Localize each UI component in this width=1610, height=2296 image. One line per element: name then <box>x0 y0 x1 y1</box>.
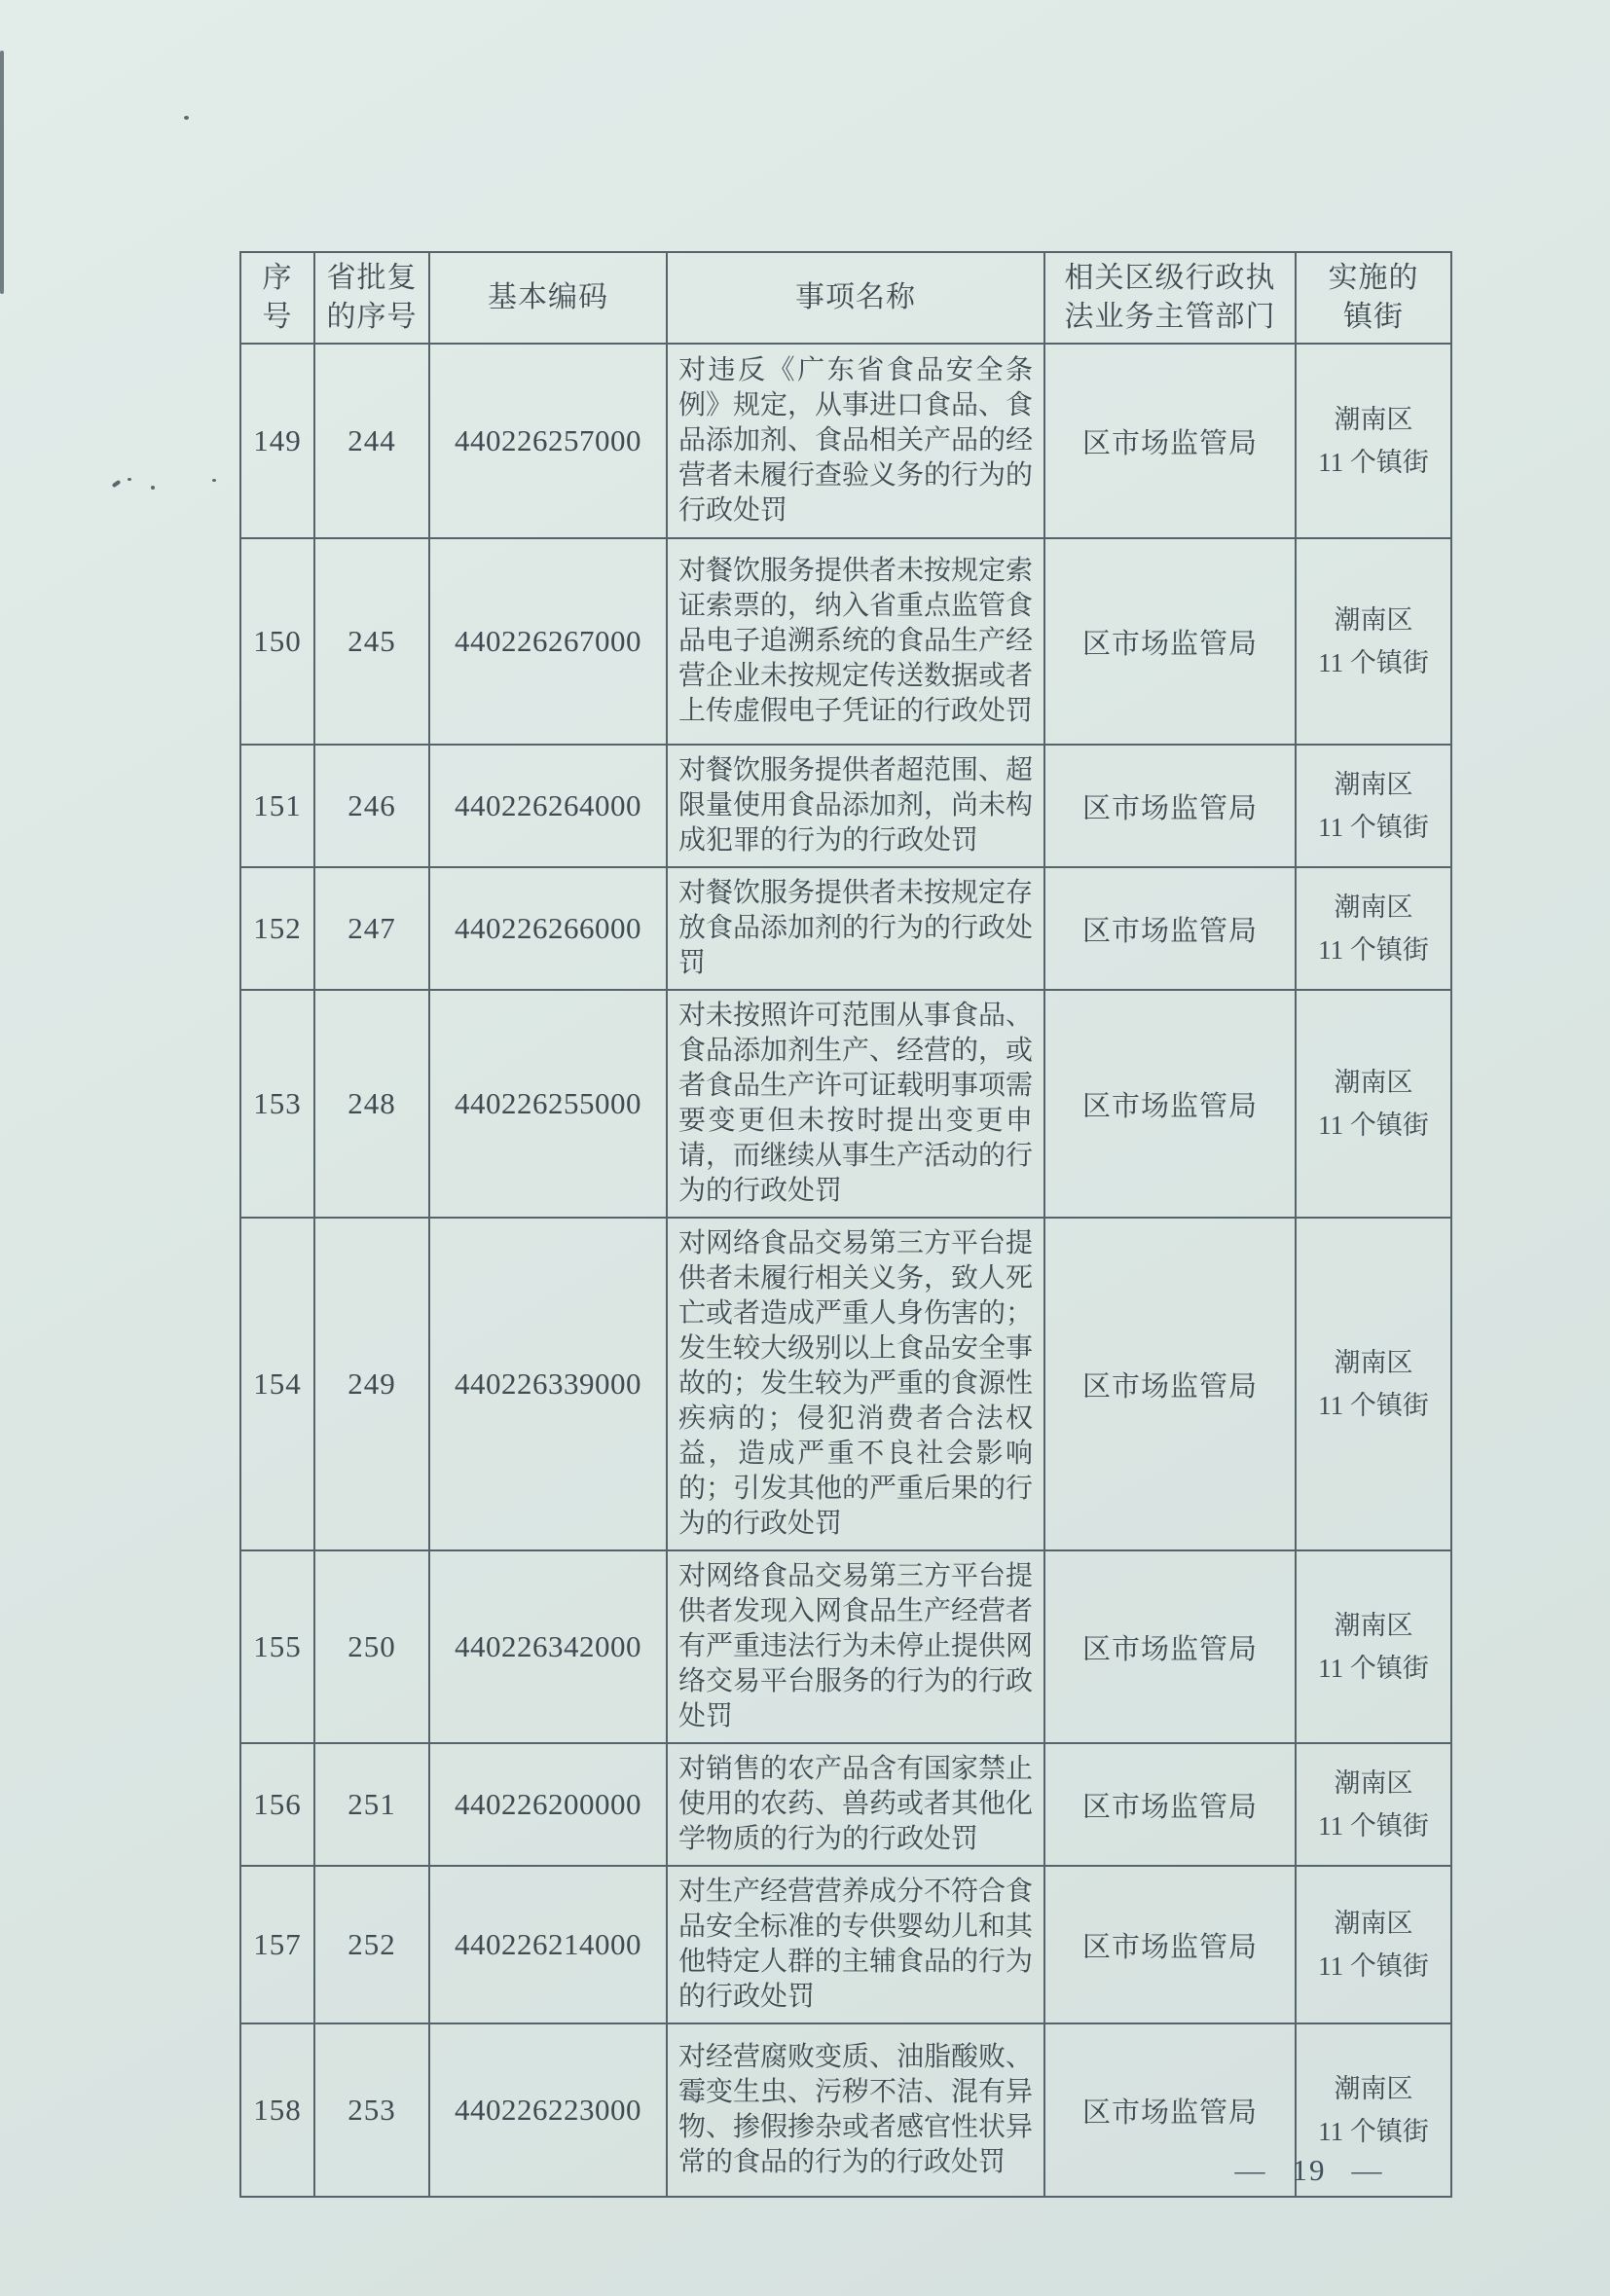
cell-department: 区市场监管局 <box>1044 344 1296 538</box>
cell-item-name: 对网络食品交易第三方平台提供者未履行相关义务，致人死亡或者造成严重人身伤害的；发生较大级别以上食品安全事故的；发生较为严重的食源性疾病的；侵犯消费者合法权益，造成严重不良社会影响的；引发其他的严重后果的行为的行政处罚 <box>667 1218 1044 1550</box>
town-district: 潮南区 <box>1334 605 1413 635</box>
cell-basic-code: 440226257000 <box>429 344 667 538</box>
cell-towns <box>1296 344 1451 538</box>
table-row <box>240 867 1451 990</box>
header-department <box>1044 252 1296 344</box>
town-district: 潮南区 <box>1334 1068 1413 1097</box>
cell-province-serial: 246 <box>314 745 429 867</box>
town-count: 11 个镇街 <box>1318 448 1429 477</box>
header-province-serial-label: 省批复的序号 <box>326 262 418 333</box>
page-number <box>1158 2153 1460 2188</box>
table-header-row <box>240 252 1451 344</box>
cell-item-name: 对餐饮服务提供者未按规定存放食品添加剂的行为的行政处罚 <box>667 867 1044 990</box>
cell-province-serial: 244 <box>314 344 429 538</box>
cell-province-serial: 249 <box>314 1218 429 1550</box>
town-count: 11 个镇街 <box>1318 1654 1429 1683</box>
cell-serial-number: 155 <box>240 1550 314 1743</box>
cell-province-serial: 252 <box>314 1866 429 2023</box>
cell-basic-code: 440226264000 <box>429 745 667 867</box>
town-count: 11 个镇街 <box>1318 1391 1429 1420</box>
table-row <box>240 990 1451 1218</box>
town-count: 11 个镇街 <box>1318 1951 1429 1981</box>
cell-serial-number: 154 <box>240 1218 314 1550</box>
cell-towns <box>1296 867 1451 990</box>
table-row <box>240 745 1451 867</box>
cell-towns <box>1296 1743 1451 1866</box>
cell-item-name: 对餐饮服务提供者未按规定索证索票的，纳入省重点监管食品电子追溯系统的食品生产经营企业未按规定传送数据或者上传虚假电子凭证的行政处罚 <box>667 538 1044 745</box>
town-district: 潮南区 <box>1334 893 1413 922</box>
page-number-left-dash: — <box>1234 2153 1267 2187</box>
town-count: 11 个镇街 <box>1318 1111 1429 1140</box>
cell-department: 区市场监管局 <box>1044 2023 1296 2197</box>
town-count: 11 个镇街 <box>1318 648 1429 677</box>
page-number-value: 19 <box>1292 2153 1327 2187</box>
cell-basic-code: 440226214000 <box>429 1866 667 2023</box>
cell-item-name: 对餐饮服务提供者超范围、超限量使用食品添加剂，尚未构成犯罪的行为的行政处罚 <box>667 745 1044 867</box>
cell-department: 区市场监管局 <box>1044 1218 1296 1550</box>
cell-item-name: 对网络食品交易第三方平台提供者发现入网食品生产经营者有严重违法行为未停止提供网络交易平台服务的行为的行政处罚 <box>667 1550 1044 1743</box>
approval-items-table <box>239 251 1452 2198</box>
table-row <box>240 1743 1451 1866</box>
scan-speck <box>112 480 122 488</box>
cell-serial-number: 157 <box>240 1866 314 2023</box>
cell-basic-code: 440226342000 <box>429 1550 667 1743</box>
table-row <box>240 538 1451 745</box>
cell-item-name: 对销售的农产品含有国家禁止使用的农药、兽药或者其他化学物质的行为的行政处罚 <box>667 1743 1044 1866</box>
cell-province-serial: 247 <box>314 867 429 990</box>
cell-basic-code: 440226267000 <box>429 538 667 745</box>
cell-department: 区市场监管局 <box>1044 538 1296 745</box>
town-district: 潮南区 <box>1334 1348 1413 1377</box>
cell-serial-number: 150 <box>240 538 314 745</box>
cell-serial-number: 156 <box>240 1743 314 1866</box>
cell-province-serial: 251 <box>314 1743 429 1866</box>
cell-basic-code: 440226255000 <box>429 990 667 1218</box>
cell-department: 区市场监管局 <box>1044 867 1296 990</box>
scan-speck <box>128 478 131 481</box>
scan-speck <box>184 116 189 120</box>
table-row <box>240 1866 1451 2023</box>
header-department-label: 相关区级行政执法业务主管部门 <box>1064 262 1276 333</box>
cell-item-name: 对未按照许可范围从事食品、食品添加剂生产、经营的，或者食品生产许可证载明事项需要变更但未按时提出变更申请，而继续从事生产活动的行为的行政处罚 <box>667 990 1044 1218</box>
scan-edge-streak <box>0 51 4 294</box>
town-count: 11 个镇街 <box>1318 2117 1429 2146</box>
cell-towns <box>1296 1866 1451 2023</box>
table-row <box>240 344 1451 538</box>
scan-speck <box>151 486 155 490</box>
cell-towns <box>1296 745 1451 867</box>
cell-department: 区市场监管局 <box>1044 745 1296 867</box>
table-row <box>240 1218 1451 1550</box>
town-district: 潮南区 <box>1334 1768 1413 1798</box>
town-count: 11 个镇街 <box>1318 935 1429 965</box>
town-district: 潮南区 <box>1334 1611 1413 1640</box>
town-district: 潮南区 <box>1334 1909 1413 1938</box>
town-district: 潮南区 <box>1334 2074 1413 2103</box>
cell-towns <box>1296 1218 1451 1550</box>
header-towns <box>1296 252 1451 344</box>
page-number-right-dash: — <box>1351 2153 1384 2187</box>
header-serial-number: 序号 <box>240 252 314 344</box>
cell-basic-code: 440226223000 <box>429 2023 667 2197</box>
cell-towns <box>1296 990 1451 1218</box>
cell-department: 区市场监管局 <box>1044 990 1296 1218</box>
cell-item-name: 对生产经营营养成分不符合食品安全标准的专供婴幼儿和其他特定人群的主辅食品的行为的行政处罚 <box>667 1866 1044 2023</box>
cell-department: 区市场监管局 <box>1044 1550 1296 1743</box>
cell-province-serial: 248 <box>314 990 429 1218</box>
cell-basic-code: 440226200000 <box>429 1743 667 1866</box>
header-item-name: 事项名称 <box>667 252 1044 344</box>
cell-basic-code: 440226266000 <box>429 867 667 990</box>
cell-towns <box>1296 1550 1451 1743</box>
cell-item-name: 对违反《广东省食品安全条例》规定，从事进口食品、食品添加剂、食品相关产品的经营者未履行查验义务的行为的行政处罚 <box>667 344 1044 538</box>
header-basic-code: 基本编码 <box>429 252 667 344</box>
town-district: 潮南区 <box>1334 405 1413 434</box>
cell-province-serial: 250 <box>314 1550 429 1743</box>
scan-speck <box>212 479 216 482</box>
town-count: 11 个镇街 <box>1318 813 1429 842</box>
town-count: 11 个镇街 <box>1318 1811 1429 1840</box>
cell-serial-number: 149 <box>240 344 314 538</box>
table-row <box>240 1550 1451 1743</box>
cell-province-serial: 253 <box>314 2023 429 2197</box>
cell-item-name: 对经营腐败变质、油脂酸败、霉变生虫、污秽不洁、混有异物、掺假掺杂或者感官性状异常的食品的行为的行政处罚 <box>667 2023 1044 2197</box>
cell-serial-number: 158 <box>240 2023 314 2197</box>
cell-department: 区市场监管局 <box>1044 1866 1296 2023</box>
header-towns-label: 实施的镇街 <box>1328 262 1419 333</box>
cell-serial-number: 152 <box>240 867 314 990</box>
cell-basic-code: 440226339000 <box>429 1218 667 1550</box>
cell-department: 区市场监管局 <box>1044 1743 1296 1866</box>
town-district: 潮南区 <box>1334 770 1413 799</box>
cell-towns <box>1296 538 1451 745</box>
header-province-serial <box>314 252 429 344</box>
cell-serial-number: 153 <box>240 990 314 1218</box>
cell-serial-number: 151 <box>240 745 314 867</box>
cell-province-serial: 245 <box>314 538 429 745</box>
